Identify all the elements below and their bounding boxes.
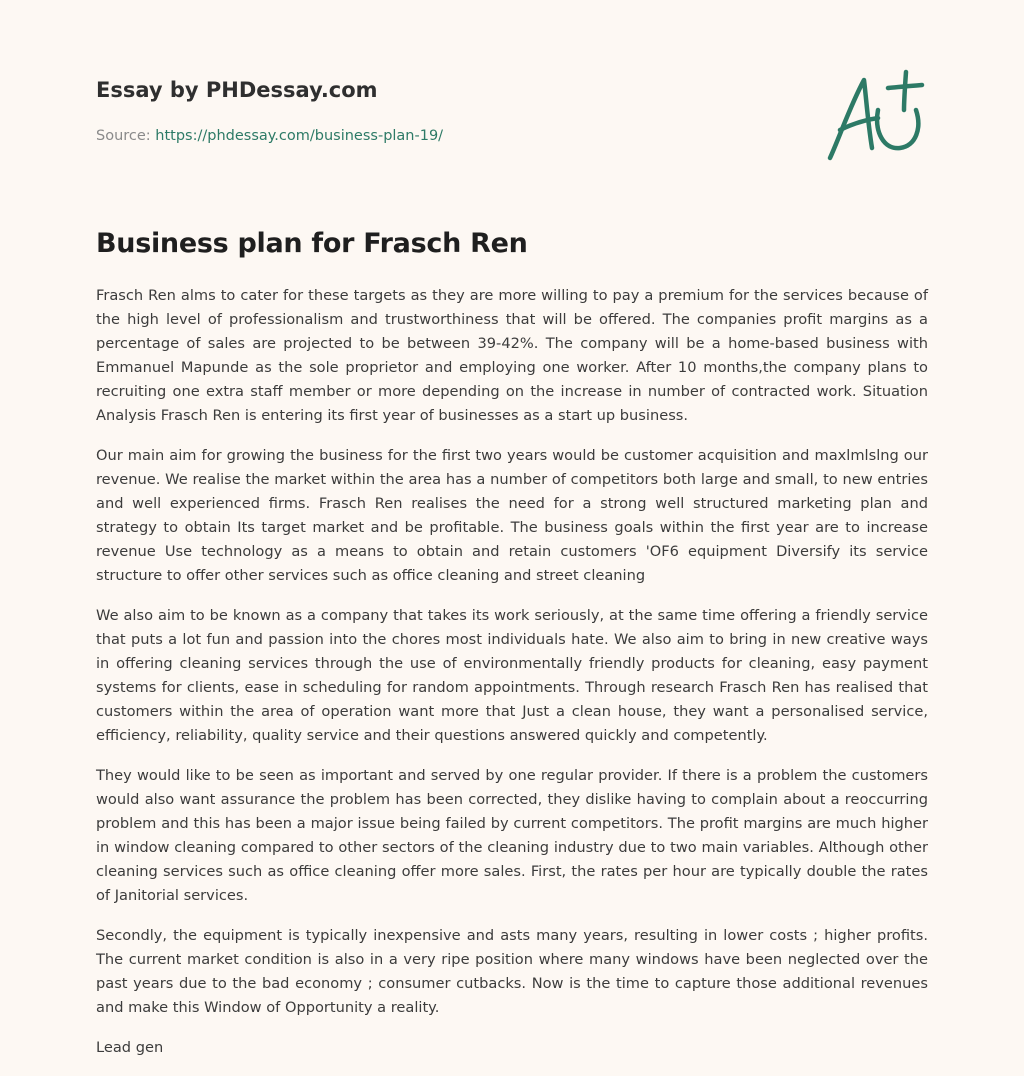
paragraph-3: We also aim to be known as a company that takes its work seriously, at the same time offering a friendly service that puts a lot fun and passion into the chores most individuals hate. We also aim to bring in new creative ways in offering cleaning services through the use of environmentally friendly products for cleaning, easy payment systems for clients, ease in scheduling for random appointments. Through research Frasch Ren has realised that customers within the area of operation want more that Just a clean house, they want a personalised service, efficiency, reliability, quality service and their questions answered quickly and competently.	[96, 607, 928, 744]
a-plus-icon	[820, 66, 930, 166]
page-header	[96, 76, 796, 146]
article-title: Business plan for Frasch Ren	[96, 228, 528, 259]
a-plus-logo-icon	[820, 66, 930, 166]
source-link[interactable]: https://phdessay.com/business-plan-19/	[155, 128, 444, 144]
source-line	[96, 126, 796, 146]
paragraph-4: They would like to be seen as important and served by one regular provider. If there is a problem the customers would also want assurance the problem has been corrected, they dislike having to complain about a reoccurring problem and this has been a major issue being failed by current competitors. The profit margins are much higher in window cleaning compared to other sectors of the cleaning industry due to two main variables. Although other cleaning services such as office cleaning offer more sales. First, the rates per hour are typically double the rates of Janitorial services.	[96, 767, 928, 904]
site-title: Essay by PHDessay.com	[96, 78, 378, 102]
paragraph-5: Secondly, the equipment is typically inexpensive and asts many years, resulting in lower costs ; higher profits. The current market condition is also in a very ripe position where many windows have been neglected over the past years due to the bad economy ; consumer cutbacks. Now is the time to capture those additional revenues and make this Window of Opportunity a reality.	[96, 927, 928, 1016]
article-body	[96, 284, 928, 1076]
source-label: Source:	[96, 128, 156, 144]
paragraph-1: Frasch Ren alms to cater for these targets as they are more willing to pay a premium for the services because of the high level of professionalism and trustworthiness that will be offered. The companies profit margins as a percentage of sales are projected to be between 39-42%. The company will be a home-based business with Emmanuel Mapunde as the sole proprietor and employing one worker. After 10 months,the company plans to recruiting one extra staff member or more depending on the increase in number of contracted work. Situation Analysis Frasch Ren is entering its first year of businesses as a start up business.	[96, 287, 928, 424]
paragraph-2: Our main aim for growing the business for the first two years would be customer acquisition and maxlmlslng our revenue. We realise the market within the area has a number of competitors both large and small, to new entries and well experienced firms. Frasch Ren realises the need for a strong well structured marketing plan and strategy to obtain Its target market and be profitable. The business goals within the first year are to increase revenue Use technology as a means to obtain and retain customers 'OF6 equipment Diversify its service structure to offer other services such as office cleaning and street cleaning	[96, 447, 928, 584]
paragraph-6: Lead gen	[96, 1039, 164, 1056]
